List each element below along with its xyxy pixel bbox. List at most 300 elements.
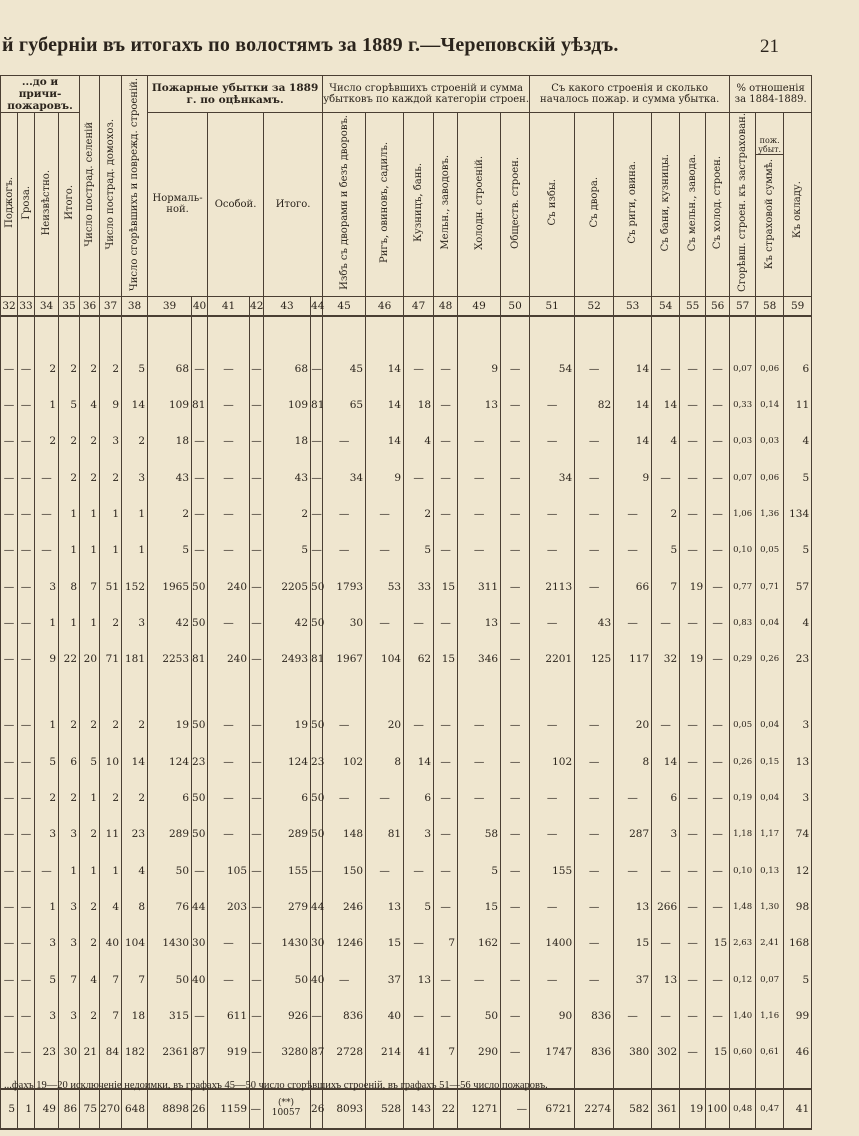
table-cell: 2,41 — [756, 925, 784, 961]
table-cell: 1,36 — [756, 496, 784, 532]
table-cell: 9 — [100, 387, 122, 423]
table-cell: 1246 — [323, 925, 366, 961]
table-row — [1, 998, 812, 1034]
col-header-rig: Ригъ, овиновъ, садилъ. — [366, 113, 404, 296]
table-cell: 104 — [122, 925, 148, 961]
table-cell: 287 — [614, 816, 652, 852]
total-cell: 648 — [122, 1089, 148, 1129]
table-cell: — — [530, 707, 575, 743]
table-cell: 2493 — [264, 641, 311, 677]
table-cell: 1 — [100, 496, 122, 532]
table-cell: — — [18, 998, 35, 1034]
table-cell: — — [250, 423, 264, 459]
spacer-row — [1, 677, 812, 707]
table-cell: 2 — [122, 780, 148, 816]
table-cell: — — [575, 532, 614, 568]
table-cell: 44 — [192, 889, 208, 925]
table-cell: — — [680, 707, 706, 743]
table-cell: — — [680, 889, 706, 925]
table-cell: 5 — [784, 961, 812, 997]
table-row — [1, 780, 812, 816]
table-cell: — — [366, 496, 404, 532]
table-cell: — — [18, 1034, 35, 1070]
table-cell: — — [530, 961, 575, 997]
total-cell: 22 — [434, 1089, 458, 1129]
table-cell: 919 — [208, 1034, 250, 1070]
table-cell: 3 — [35, 925, 59, 961]
table-cell: 41 — [404, 1034, 434, 1070]
table-cell: 23 — [35, 1034, 59, 1070]
table-cell: 0,05 — [730, 707, 756, 743]
table-cell: — — [530, 387, 575, 423]
table-cell: — — [18, 816, 35, 852]
table-cell: 1400 — [530, 925, 575, 961]
total-cell: 1 — [18, 1089, 35, 1129]
table-cell: — — [311, 423, 323, 459]
table-cell: 22 — [59, 641, 80, 677]
table-cell: 246 — [323, 889, 366, 925]
table-cell: 8 — [366, 744, 404, 780]
table-cell: 87 — [311, 1034, 323, 1070]
table-cell: — — [614, 852, 652, 888]
table-cell: — — [434, 961, 458, 997]
table-cell: 0,14 — [756, 387, 784, 423]
table-cell: — — [18, 641, 35, 677]
column-number: 40 — [192, 296, 208, 316]
table-cell: — — [501, 852, 530, 888]
table-cell: 19 — [148, 707, 192, 743]
table-cell: 0,06 — [756, 460, 784, 496]
table-row — [1, 852, 812, 888]
table-cell: — — [208, 744, 250, 780]
table-cell: — — [501, 423, 530, 459]
col-header-groza: Гроза. — [18, 113, 35, 296]
table-cell: 926 — [264, 998, 311, 1034]
table-cell: 43 — [264, 460, 311, 496]
table-cell: 2113 — [530, 568, 575, 604]
table-cell: 7 — [122, 961, 148, 997]
table-cell: 5 — [652, 532, 680, 568]
table-cell: 3 — [784, 707, 812, 743]
table-cell: 3 — [59, 998, 80, 1034]
table-cell: 81 — [311, 641, 323, 677]
table-cell: 50 — [264, 961, 311, 997]
col-header-normal: Нормаль-ной. — [148, 113, 208, 296]
table-cell: 0,15 — [756, 744, 784, 780]
column-number: 49 — [458, 296, 501, 316]
table-cell: 611 — [208, 998, 250, 1034]
table-cell: — — [680, 605, 706, 641]
table-cell: 81 — [311, 387, 323, 423]
table-cell: — — [366, 852, 404, 888]
table-cell: 15 — [434, 568, 458, 604]
col-header-s-rigi: Съ риги, овина. — [614, 113, 652, 296]
table-cell: — — [323, 423, 366, 459]
table-cell: 1,48 — [730, 889, 756, 925]
table-cell: 34 — [323, 460, 366, 496]
table-cell: 14 — [614, 387, 652, 423]
total-cell: 0,48 — [730, 1089, 756, 1129]
table-cell: 1 — [59, 605, 80, 641]
table-cell: — — [652, 605, 680, 641]
table-cell: 124 — [264, 744, 311, 780]
table-cell: 5 — [404, 532, 434, 568]
table-cell: 4 — [784, 605, 812, 641]
table-cell: 134 — [784, 496, 812, 532]
table-cell: — — [706, 816, 730, 852]
col-header-s-bani: Съ бани, кузницы. — [652, 113, 680, 296]
table-cell: — — [434, 707, 458, 743]
table-cell: — — [35, 852, 59, 888]
table-cell: 44 — [311, 889, 323, 925]
column-number: 36 — [80, 296, 100, 316]
column-number: 35 — [59, 296, 80, 316]
table-cell: 46 — [784, 1034, 812, 1070]
table-cell: — — [366, 780, 404, 816]
table-cell: 58 — [458, 816, 501, 852]
table-cell: 14 — [614, 351, 652, 387]
table-cell: 37 — [366, 961, 404, 997]
table-cell: — — [404, 460, 434, 496]
page-header — [0, 34, 859, 64]
table-cell: — — [501, 889, 530, 925]
table-cell: — — [530, 532, 575, 568]
table-cell: — — [458, 707, 501, 743]
table-cell: 2 — [35, 423, 59, 459]
group-header-burned: Число сгорѣвшихъ строеній и сумма убытковъ по каждой категоріи строен. — [323, 76, 530, 113]
table-cell: 240 — [208, 641, 250, 677]
table-cell: — — [250, 532, 264, 568]
column-number: 37 — [100, 296, 122, 316]
table-cell: 1 — [59, 852, 80, 888]
table-cell: 1430 — [148, 925, 192, 961]
table-cell: 53 — [366, 568, 404, 604]
table-cell: — — [366, 605, 404, 641]
table-cell: 2 — [122, 707, 148, 743]
table-cell: — — [404, 605, 434, 641]
column-number: 50 — [501, 296, 530, 316]
table-cell: 20 — [366, 707, 404, 743]
total-cell: 2274 — [575, 1089, 614, 1129]
table-cell: 68 — [148, 351, 192, 387]
table-cell: 50 — [192, 816, 208, 852]
total-cell: 0,47 — [756, 1089, 784, 1129]
total-cell: 582 — [614, 1089, 652, 1129]
table-cell: — — [575, 816, 614, 852]
table-cell: — — [706, 889, 730, 925]
table-cell: 2 — [80, 351, 100, 387]
table-cell: — — [18, 852, 35, 888]
total-cell: 49 — [35, 1089, 59, 1129]
table-cell: — — [652, 998, 680, 1034]
table-cell: 1 — [59, 532, 80, 568]
table-cell: 162 — [458, 925, 501, 961]
table-cell: 23 — [192, 744, 208, 780]
page-number: 21 — [760, 36, 779, 57]
table-cell: — — [208, 780, 250, 816]
table-cell: 1793 — [323, 568, 366, 604]
table-cell: 6 — [652, 780, 680, 816]
group-header-percent: % отношенія за 1884-1889. — [730, 76, 812, 113]
table-cell: 5 — [148, 532, 192, 568]
table-cell: 32 — [652, 641, 680, 677]
table-cell: — — [434, 605, 458, 641]
column-number: 59 — [784, 296, 812, 316]
column-number: 39 — [148, 296, 192, 316]
table-cell: 2 — [59, 423, 80, 459]
table-cell: — — [323, 496, 366, 532]
table-cell: 1747 — [530, 1034, 575, 1070]
table-cell: 3 — [404, 816, 434, 852]
table-cell: 117 — [614, 641, 652, 677]
table-cell: 74 — [784, 816, 812, 852]
table-cell: 1 — [80, 852, 100, 888]
table-cell: 105 — [208, 852, 250, 888]
table-cell: 2 — [100, 707, 122, 743]
table-cell: — — [35, 496, 59, 532]
table-cell: — — [575, 852, 614, 888]
table-cell: — — [1, 889, 18, 925]
table-cell: 18 — [264, 423, 311, 459]
table-cell: — — [530, 889, 575, 925]
table-cell: 2 — [100, 780, 122, 816]
table-cell: — — [192, 998, 208, 1034]
table-cell: — — [680, 852, 706, 888]
total-cell: — — [501, 1089, 530, 1129]
table-cell: 71 — [100, 641, 122, 677]
table-cell: — — [434, 889, 458, 925]
table-cell: 15 — [614, 925, 652, 961]
column-number: 57 — [730, 296, 756, 316]
table-cell: 1,17 — [756, 816, 784, 852]
table-cell: 81 — [192, 641, 208, 677]
table-cell: 13 — [458, 605, 501, 641]
table-cell: 1 — [35, 605, 59, 641]
table-cell: 15 — [434, 641, 458, 677]
table-cell: — — [530, 780, 575, 816]
table-cell: — — [1, 707, 18, 743]
column-number: 33 — [18, 296, 35, 316]
total-cell: 1159 — [208, 1089, 250, 1129]
table-cell: — — [706, 387, 730, 423]
table-cell: 1,40 — [730, 998, 756, 1034]
total-cell: 75 — [80, 1089, 100, 1129]
table-cell: — — [1, 998, 18, 1034]
table-cell: 2 — [80, 460, 100, 496]
col-header-kuz: Кузницъ, бань. — [404, 113, 434, 296]
table-cell: 7 — [100, 961, 122, 997]
table-cell: 68 — [264, 351, 311, 387]
table-cell: — — [1, 532, 18, 568]
table-cell: — — [192, 460, 208, 496]
table-cell: — — [250, 387, 264, 423]
table-row — [1, 889, 812, 925]
table-cell: — — [501, 605, 530, 641]
table-cell: — — [434, 998, 458, 1034]
table-cell: 3 — [784, 780, 812, 816]
table-cell: — — [311, 532, 323, 568]
table-cell: 6 — [148, 780, 192, 816]
column-number: 51 — [530, 296, 575, 316]
table-cell: 2 — [80, 925, 100, 961]
table-cell: — — [501, 641, 530, 677]
table-cell: 0,77 — [730, 568, 756, 604]
table-cell: 2 — [59, 780, 80, 816]
table-cell: 0,71 — [756, 568, 784, 604]
table-cell: — — [250, 744, 264, 780]
table-cell: — — [652, 707, 680, 743]
table-cell: 13 — [458, 387, 501, 423]
col-header-s-dvora: Съ двора. — [575, 113, 614, 296]
table-cell: — — [250, 852, 264, 888]
table-cell: 5 — [122, 351, 148, 387]
table-cell: — — [706, 780, 730, 816]
table-cell: 84 — [100, 1034, 122, 1070]
table-cell: 98 — [784, 889, 812, 925]
table-cell: 19 — [264, 707, 311, 743]
column-number: 38 — [122, 296, 148, 316]
table-cell: — — [680, 780, 706, 816]
table-cell: 346 — [458, 641, 501, 677]
table-cell: 0,13 — [756, 852, 784, 888]
table-cell: 311 — [458, 568, 501, 604]
table-cell: — — [323, 532, 366, 568]
table-cell: 0,04 — [756, 780, 784, 816]
table-cell: 4 — [80, 961, 100, 997]
table-row — [1, 460, 812, 496]
table-cell: 155 — [264, 852, 311, 888]
table-cell: — — [706, 998, 730, 1034]
table-cell: 0,10 — [730, 532, 756, 568]
total-cell: 100 — [706, 1089, 730, 1129]
table-cell: 3 — [122, 460, 148, 496]
table-cell: — — [250, 568, 264, 604]
table-cell: — — [680, 423, 706, 459]
table-cell: 40 — [311, 961, 323, 997]
col-header-postr-sel: Число пострад. селеній — [80, 76, 100, 297]
table-row — [1, 816, 812, 852]
column-number: 48 — [434, 296, 458, 316]
table-cell: — — [530, 816, 575, 852]
table-cell: — — [192, 423, 208, 459]
table-row — [1, 496, 812, 532]
table-cell: — — [575, 925, 614, 961]
table-cell: — — [501, 496, 530, 532]
table-cell: — — [1, 816, 18, 852]
table-cell: — — [501, 1034, 530, 1070]
table-cell: — — [18, 780, 35, 816]
table-cell: 1 — [35, 707, 59, 743]
table-cell: — — [250, 641, 264, 677]
table-cell: — — [575, 744, 614, 780]
table-cell: 99 — [784, 998, 812, 1034]
table-cell: — — [652, 460, 680, 496]
column-number-row — [1, 296, 812, 316]
table-cell: 124 — [148, 744, 192, 780]
column-number: 54 — [652, 296, 680, 316]
table-cell: 102 — [530, 744, 575, 780]
page-title: й губерніи въ итогахъ по волостямъ за 1889 г.—Череповскій уѣздъ. — [2, 34, 619, 56]
table-cell: — — [575, 496, 614, 532]
table-cell: 203 — [208, 889, 250, 925]
table-cell: 18 — [404, 387, 434, 423]
table-cell: — — [1, 925, 18, 961]
table-cell: 50 — [311, 568, 323, 604]
table-cell: 5 — [35, 744, 59, 780]
table-cell: — — [250, 496, 264, 532]
table-cell: — — [530, 423, 575, 459]
table-cell: 43 — [148, 460, 192, 496]
table-cell: — — [680, 816, 706, 852]
col-header-s-izby: Съ избы. — [530, 113, 575, 296]
table-cell: — — [208, 496, 250, 532]
table-cell: — — [501, 568, 530, 604]
table-cell: — — [250, 925, 264, 961]
table-cell: 0,83 — [730, 605, 756, 641]
table-cell: 66 — [614, 568, 652, 604]
table-cell: 7 — [652, 568, 680, 604]
table-cell: 3 — [652, 816, 680, 852]
table-cell: — — [614, 605, 652, 641]
table-cell: — — [501, 351, 530, 387]
table-cell: 289 — [264, 816, 311, 852]
table-cell: 152 — [122, 568, 148, 604]
table-cell: — — [208, 605, 250, 641]
col-header-podzhog: Поджогъ. — [1, 113, 18, 296]
table-cell: 14 — [366, 387, 404, 423]
table-cell: 315 — [148, 998, 192, 1034]
table-cell: — — [434, 460, 458, 496]
table-cell: 836 — [575, 998, 614, 1034]
table-cell: 6 — [59, 744, 80, 780]
table-cell: — — [575, 423, 614, 459]
table-cell: 289 — [148, 816, 192, 852]
table-cell: — — [680, 460, 706, 496]
table-cell: — — [311, 460, 323, 496]
table-cell: 50 — [311, 780, 323, 816]
table-cell: 30 — [323, 605, 366, 641]
table-cell: 0,10 — [730, 852, 756, 888]
table-cell: — — [706, 707, 730, 743]
table-cell: 5 — [35, 961, 59, 997]
total-cell: 86 — [59, 1089, 80, 1129]
table-cell: — — [323, 780, 366, 816]
table-cell: — — [250, 780, 264, 816]
table-cell: 6 — [404, 780, 434, 816]
table-cell: 23 — [122, 816, 148, 852]
table-cell: 2728 — [323, 1034, 366, 1070]
table-cell: 62 — [404, 641, 434, 677]
table-cell: 0,07 — [730, 351, 756, 387]
table-cell: 2 — [100, 351, 122, 387]
table-cell: 181 — [122, 641, 148, 677]
table-cell: 19 — [680, 641, 706, 677]
table-cell: 2 — [80, 423, 100, 459]
table-cell: — — [404, 998, 434, 1034]
total-cell: 8093 — [323, 1089, 366, 1129]
total-cell: 19 — [680, 1089, 706, 1129]
col-header-itogo1: Итого. — [59, 113, 80, 296]
table-cell: 4 — [80, 387, 100, 423]
table-cell: 0,60 — [730, 1034, 756, 1070]
table-row — [1, 423, 812, 459]
table-cell: — — [18, 925, 35, 961]
table-cell: 7 — [59, 961, 80, 997]
table-cell: 0,04 — [756, 605, 784, 641]
table-cell: — — [652, 852, 680, 888]
table-cell: 50 — [192, 707, 208, 743]
table-cell: 109 — [148, 387, 192, 423]
